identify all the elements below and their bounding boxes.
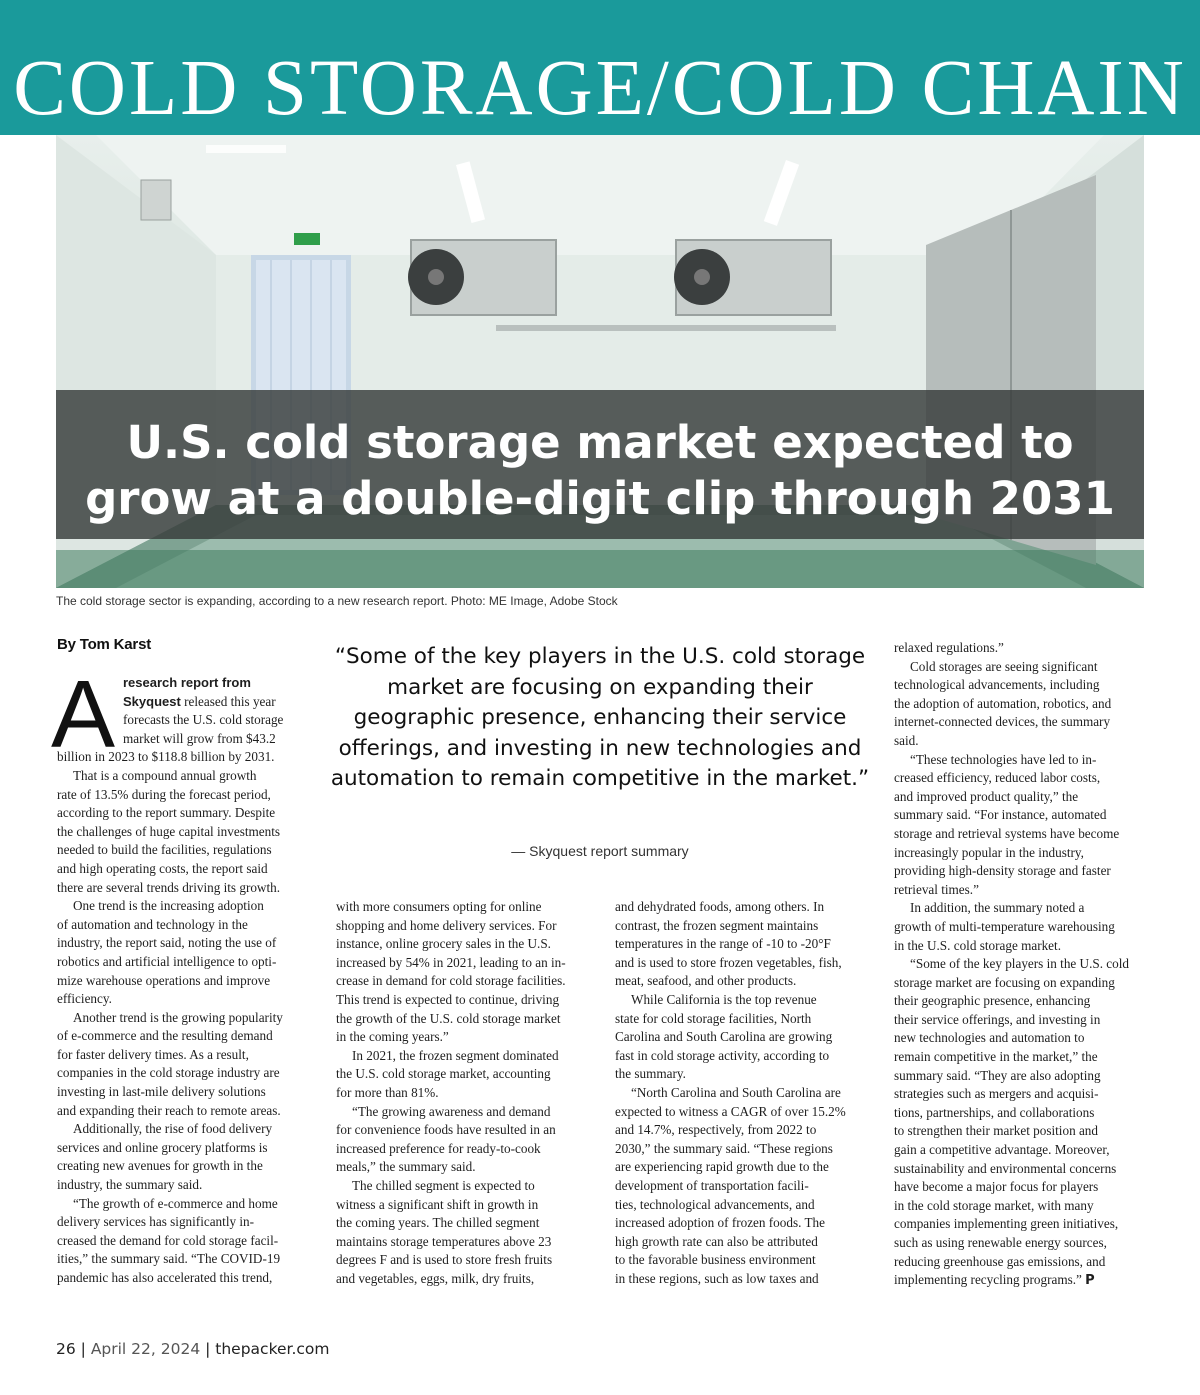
paragraph bbox=[615, 898, 867, 991]
lead-paragraph bbox=[51, 661, 317, 768]
headline-line-2: grow at a double-digit clip through 2031 bbox=[85, 472, 1115, 525]
text-line: to strengthen their market position and bbox=[894, 1123, 1098, 1139]
issue-date: April 22, 2024 bbox=[90, 1340, 201, 1358]
footer-separator: | bbox=[75, 1340, 91, 1358]
paragraph bbox=[894, 658, 1146, 751]
text-line: have become a major focus for players bbox=[894, 1179, 1099, 1195]
text-line: services and online grocery platforms is bbox=[57, 1139, 268, 1155]
text-line: In 2021, the frozen segment dominated bbox=[352, 1047, 559, 1063]
text-line: in the U.S. cold storage market. bbox=[894, 937, 1062, 953]
text-line: of automation and technology in the bbox=[57, 916, 248, 932]
text-line: temperatures in the range of -10 to -20°F bbox=[615, 936, 831, 952]
text-line: pandemic has also accelerated this trend, bbox=[57, 1270, 273, 1285]
photo-caption: The cold storage sector is expanding, according to a new research report. Photo: ME Image, Adobe Stock bbox=[56, 594, 618, 608]
text-line: for faster delivery times. As a result, bbox=[57, 1046, 249, 1062]
text-line: ities,” the summary said. “The COVID-19 bbox=[57, 1251, 281, 1267]
text-line: “The growing awareness and demand bbox=[352, 1103, 551, 1119]
text-line: crease in demand for cold storage facilities. bbox=[336, 973, 566, 989]
section-banner bbox=[0, 0, 1200, 135]
headline-line-1: U.S. cold storage market expected to bbox=[126, 416, 1074, 469]
text-line: robotics and artificial intelligence to opti- bbox=[57, 953, 277, 969]
text-line: instance, online grocery sales in the U.S. bbox=[336, 936, 551, 952]
paragraph bbox=[57, 1009, 317, 1121]
footer-separator: | bbox=[200, 1340, 216, 1358]
text-line: and is used to store frozen vegetables, fish, bbox=[615, 954, 842, 970]
section-title: COLD STORAGE/COLD CHAIN bbox=[13, 45, 1187, 132]
text-line: their geographic presence, enhancing bbox=[894, 993, 1091, 1009]
text-line: in these regions, such as low taxes and bbox=[615, 1270, 819, 1286]
text-line: fast in cold storage activity, according to bbox=[615, 1047, 830, 1063]
text-line: The chilled segment is expected to bbox=[352, 1177, 535, 1193]
text-line: according to the report summary. Despite bbox=[57, 805, 276, 821]
text-line: technological advancements, including bbox=[894, 677, 1100, 693]
text-line: and expanding their reach to remote areas. bbox=[57, 1102, 281, 1118]
pull-quote-line: storage market are focusing on expanding bbox=[387, 644, 866, 700]
text-line: the growth of the U.S. cold storage market bbox=[336, 1010, 561, 1026]
pull-quote-line: competitive in the market.” bbox=[571, 766, 870, 791]
text-line: for convenience foods have resulted in an bbox=[336, 1122, 556, 1138]
text-line: and dehydrated foods, among others. In bbox=[615, 899, 825, 914]
text-line: investing in last-mile delivery solutions bbox=[57, 1084, 266, 1100]
text-line: 2030,” the summary said. “These regions bbox=[615, 1140, 833, 1156]
text-line: efficiency. bbox=[57, 991, 112, 1007]
pull-quote bbox=[330, 642, 870, 795]
text-line: development of transportation facili- bbox=[615, 1177, 809, 1193]
text-line: the summary. bbox=[615, 1066, 686, 1082]
text-line: Carolina and South Carolina are growing bbox=[615, 1029, 833, 1045]
text-line: internet-connected devices, the summary bbox=[894, 714, 1111, 730]
text-line: are experiencing rapid growth due to the bbox=[615, 1159, 829, 1175]
paragraph bbox=[336, 1177, 588, 1289]
paragraph bbox=[57, 767, 317, 897]
paragraph bbox=[894, 955, 1146, 1291]
text-line: ties, technological advancements, and bbox=[615, 1196, 815, 1212]
text-line: tions, partnerships, and collaborations bbox=[894, 1104, 1095, 1120]
paragraph bbox=[57, 1195, 317, 1288]
lead-bold-text: research report from bbox=[123, 675, 251, 690]
text-line: forecasts the U.S. cold storage bbox=[123, 712, 284, 728]
text-line: shopping and home delivery services. For bbox=[336, 917, 557, 933]
drop-cap: A bbox=[51, 661, 116, 768]
text-line: While California is the top revenue bbox=[631, 991, 817, 1007]
text-line: mize warehouse operations and improve bbox=[57, 972, 271, 988]
text-line: industry, the report said, noting the use of bbox=[57, 935, 277, 951]
text-line: for more than 81%. bbox=[336, 1084, 439, 1100]
article-column-4 bbox=[894, 639, 1146, 1291]
text-line: the coming years. The chilled segment bbox=[336, 1215, 540, 1231]
pull-quote-attribution: — Skyquest report summary bbox=[511, 843, 689, 859]
text-line: new technologies and automation to bbox=[894, 1030, 1085, 1046]
text-line: delivery services has significantly in- bbox=[57, 1214, 255, 1230]
text-line: increased by 54% in 2021, leading to an in- bbox=[336, 954, 566, 970]
text-line: to the favorable business environment bbox=[615, 1252, 816, 1268]
text-line: the adoption of automation, robotics, and bbox=[894, 695, 1112, 711]
text-line: That is a compound annual growth bbox=[73, 767, 257, 783]
text-line: “These technologies have led to in- bbox=[910, 751, 1097, 767]
text-line: creased the demand for cold storage facil- bbox=[57, 1232, 279, 1248]
text-line: said. bbox=[894, 732, 919, 748]
text-line: such as using renewable energy sources, bbox=[894, 1235, 1107, 1250]
text-line: storage and retrieval systems have become bbox=[894, 825, 1120, 841]
text-line: increasingly popular in the industry, bbox=[894, 844, 1084, 860]
page-number: 26 bbox=[56, 1340, 76, 1358]
text-line: remain competitive in the market,” the bbox=[894, 1049, 1098, 1065]
text-line: relaxed regulations.” bbox=[894, 640, 1004, 655]
text-line: of e-commerce and the resulting demand bbox=[57, 1028, 273, 1044]
text-line: creating new avenues for growth in the bbox=[57, 1158, 263, 1174]
text-line: One trend is the increasing adoption bbox=[73, 898, 264, 914]
page-footer bbox=[56, 1340, 330, 1358]
text-line: there are several trends driving its growth. bbox=[57, 879, 281, 895]
paragraph bbox=[615, 991, 867, 1084]
text-line: and 14.7%, respectively, from 2022 to bbox=[615, 1122, 817, 1138]
end-mark-icon: P bbox=[1085, 1273, 1095, 1289]
text-line: “Some of the key players in the U.S. cold bbox=[910, 956, 1130, 972]
text-line: the challenges of huge capital investments bbox=[57, 823, 281, 839]
text-line: with more consumers opting for online bbox=[336, 899, 542, 914]
text-line: retrieval times.” bbox=[894, 881, 979, 897]
text-line: expected to witness a CAGR of over 15.2% bbox=[615, 1103, 846, 1119]
text-line: summary said. “For instance, automated bbox=[894, 807, 1107, 823]
text-line: state for cold storage facilities, North bbox=[615, 1010, 812, 1026]
text-line: contrast, the frozen segment maintains bbox=[615, 917, 819, 933]
paragraph bbox=[615, 1084, 867, 1289]
pull-quote-line: technologies and automation to remain bbox=[330, 735, 862, 791]
byline: By Tom Karst bbox=[57, 636, 152, 653]
text-line: sustainability and environmental concerns bbox=[894, 1160, 1117, 1176]
text-line: companies implementing green initiatives, bbox=[894, 1216, 1119, 1232]
text-line: summary said. “They are also adopting bbox=[894, 1067, 1101, 1083]
hero-photo bbox=[56, 135, 1144, 588]
text-line: “North Carolina and South Carolina are bbox=[631, 1084, 841, 1100]
text-line: Another trend is the growing popularity bbox=[73, 1009, 283, 1025]
article-column-1 bbox=[51, 661, 317, 1288]
text-line: This trend is expected to continue, driving bbox=[336, 991, 560, 1007]
text-line: “The growth of e-commerce and home bbox=[73, 1195, 278, 1211]
text-line: meals,” the summary said. bbox=[336, 1159, 476, 1175]
text-line: Cold storages are seeing significant bbox=[910, 658, 1098, 674]
pull-quote-line: service offerings, and investing in new bbox=[338, 705, 847, 761]
text-line: market will grow from $43.2 bbox=[123, 730, 276, 746]
text-line: strategies such as mergers and acquisi- bbox=[894, 1086, 1099, 1102]
text-line: increased adoption of frozen foods. The bbox=[615, 1215, 825, 1231]
text-line: meat, seafood, and other products. bbox=[615, 973, 797, 989]
text-line: rate of 13.5% during the forecast period, bbox=[57, 786, 271, 802]
text-line: growth of multi-temperature warehousing bbox=[894, 918, 1115, 934]
text-line: implementing recycling programs.” bbox=[894, 1272, 1082, 1288]
text-line: witness a significant shift in growth in bbox=[336, 1196, 539, 1212]
text-line: reducing greenhouse gas emissions, and bbox=[894, 1253, 1106, 1269]
article-column-2 bbox=[336, 898, 588, 1288]
article-column-3 bbox=[615, 898, 867, 1288]
paragraph bbox=[57, 897, 317, 1009]
text-line: and improved product quality,” the bbox=[894, 788, 1079, 804]
text-line: companies in the cold storage industry are bbox=[57, 1065, 280, 1081]
paragraph bbox=[57, 1120, 317, 1194]
text-line: In addition, the summary noted a bbox=[910, 900, 1085, 916]
paragraph bbox=[336, 898, 588, 1047]
text-line: storage market are focusing on expanding bbox=[894, 974, 1115, 990]
text-line: industry, the summary said. bbox=[57, 1177, 203, 1193]
text-line: degrees F and is used to store fresh fruits bbox=[336, 1252, 553, 1268]
pull-quote-line: their geographic presence, enhancing their bbox=[353, 674, 813, 730]
paragraph bbox=[336, 1047, 588, 1103]
text-line: and vegetables, eggs, milk, dry fruits, bbox=[336, 1270, 535, 1286]
paragraph bbox=[336, 1103, 588, 1177]
lead-text: released this year bbox=[180, 693, 276, 709]
text-line: maintains storage temperatures above 23 bbox=[336, 1233, 552, 1249]
text-line: gain a competitive advantage. Moreover, bbox=[894, 1142, 1110, 1158]
pull-quote-line: “Some of the key players in the U.S. cold bbox=[334, 644, 777, 669]
text-line: and high operating costs, the report said bbox=[57, 860, 268, 876]
text-line: their service offerings, and investing in bbox=[894, 1011, 1101, 1027]
paragraph bbox=[894, 899, 1146, 955]
lead-bold-company: Skyquest bbox=[123, 693, 181, 709]
paragraph bbox=[894, 639, 1146, 658]
text-line: needed to build the facilities, regulations bbox=[57, 842, 272, 858]
site-link[interactable]: thepacker.com bbox=[215, 1340, 330, 1358]
text-line: creased efficiency, reduced labor costs, bbox=[894, 770, 1101, 786]
text-line: high growth rate can also be attributed bbox=[615, 1233, 818, 1249]
text-line: Additionally, the rise of food delivery bbox=[73, 1121, 273, 1137]
text-line: increased preference for ready-to-cook bbox=[336, 1140, 541, 1156]
text-line: providing high-density storage and faster bbox=[894, 863, 1111, 879]
text-line: the U.S. cold storage market, accounting bbox=[336, 1066, 551, 1082]
text-line: in the cold storage market, with many bbox=[894, 1197, 1094, 1213]
text-line: in the coming years.” bbox=[336, 1029, 449, 1045]
paragraph bbox=[894, 751, 1146, 900]
text-line: billion in 2023 to $118.8 billion by 2031. bbox=[57, 749, 275, 765]
article-headline bbox=[56, 415, 1144, 527]
